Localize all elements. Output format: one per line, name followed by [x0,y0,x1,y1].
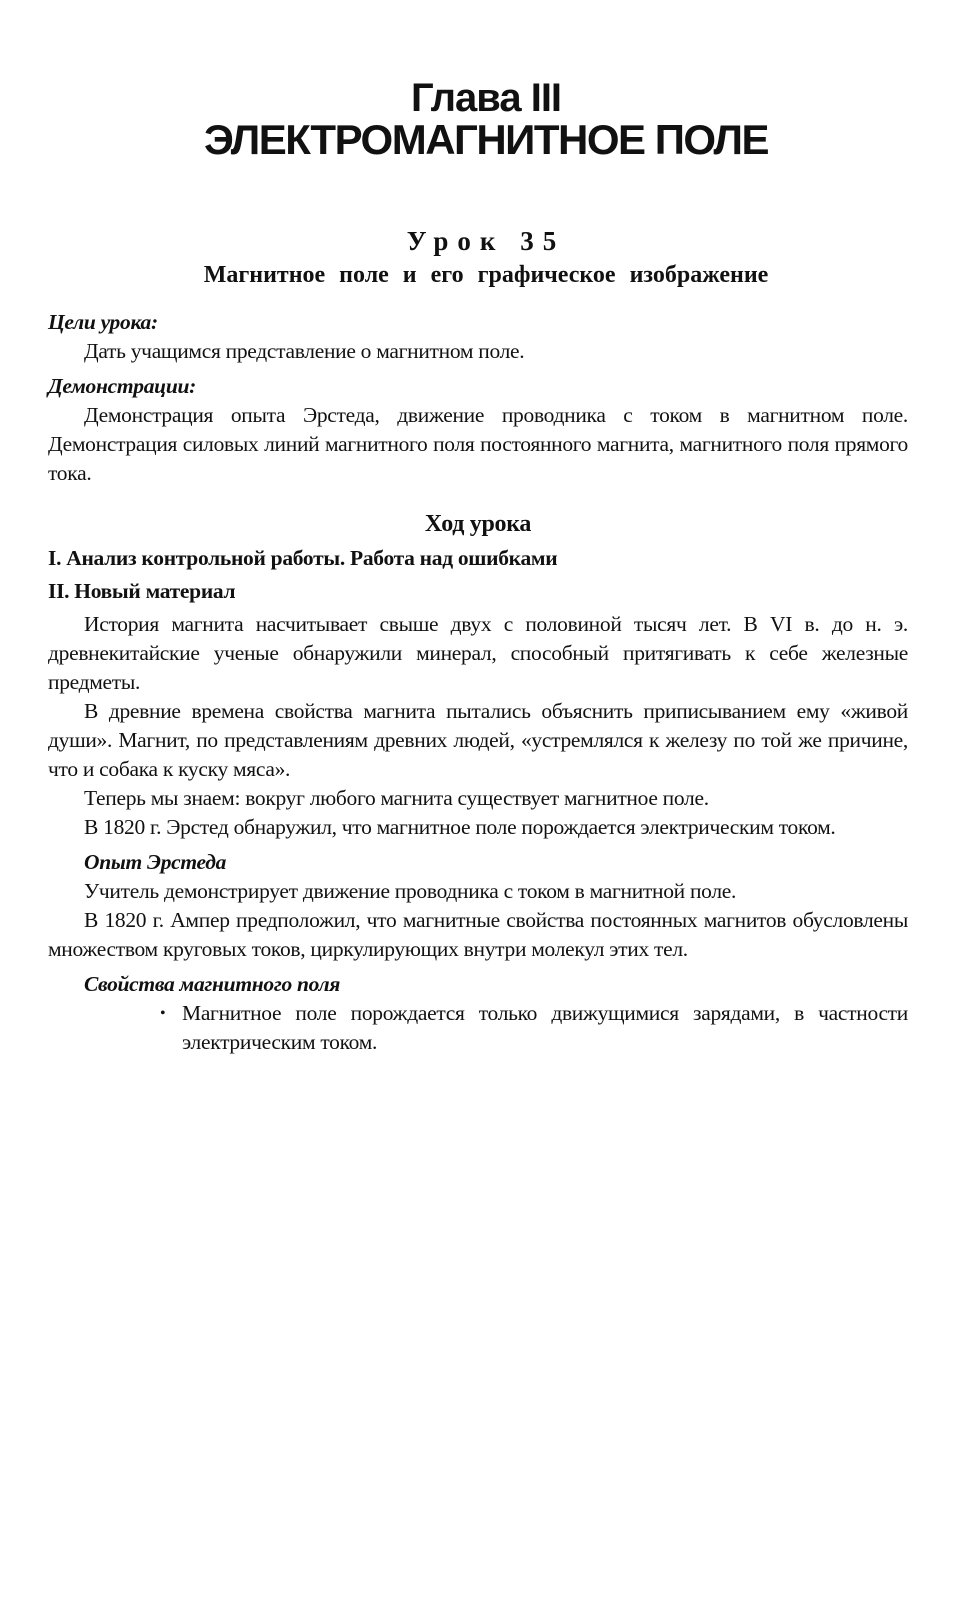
paragraph: Теперь мы знаем: вокруг любого магнита существует магнитное поле. [84,786,709,810]
lesson-title: Магнитное поле и его графическое изображение [203,262,769,288]
goals-text: Дать учащимся представление о магнитном поле. [84,339,525,363]
chapter-label: Глава III [410,76,562,120]
section-heading-2: II. Новый материал [48,579,236,603]
lesson-body [48,308,908,1057]
paragraph: В древние времена свойства магнита пытались объяснить приписыванием ему «живой души». Магнит, по представлениям древних людей, «устремлялся к железу по той же причине, что и собака к куску мяса». [48,699,908,781]
paragraph: История магнита насчитывает свыше двух с половиной тысяч лет. В VI в. до н. э. древнекитайские ученые обнаружили минерал, способный притягивать к себе железные предметы. [48,612,908,694]
goals-label: Цели урока: [48,310,158,334]
paragraph: Учитель демонстрирует движение проводника с током в магнитной поле. [84,879,737,903]
properties-heading: Свойства магнитного поля [84,972,341,996]
list-item [48,999,908,1057]
demos-label: Демонстрации: [48,374,197,398]
bullet-icon: • [160,1005,166,1022]
demos-text: Демонстрация опыта Эрстеда, движение проводника с током в магнитном поле. Демонстрация силовых линий магнитного поля постоянного магнита, магнитного поля прямого тока. [48,403,908,485]
paragraph: В 1820 г. Эрстед обнаружил, что магнитное поле порождается электрическим током. [84,815,836,839]
oersted-heading: Опыт Эрстеда [84,850,227,874]
paragraph: В 1820 г. Ампер предположил, что магнитные свойства постоянных магнитов обусловлены множеством круговых токов, циркулирующих внутри молекул этих тел. [48,908,908,961]
chapter-title: ЭЛЕКТРОМАГНИТНОЕ ПОЛЕ [203,116,768,163]
lesson-number: Урок 35 [406,226,566,256]
list-item-text: Магнитное поле порождается только движущимися зарядами, в частности электрическим током. [182,1001,908,1054]
section-heading-1: I. Анализ контрольной работы. Работа над ошибками [48,546,558,570]
course-title: Ход урока [424,511,532,537]
